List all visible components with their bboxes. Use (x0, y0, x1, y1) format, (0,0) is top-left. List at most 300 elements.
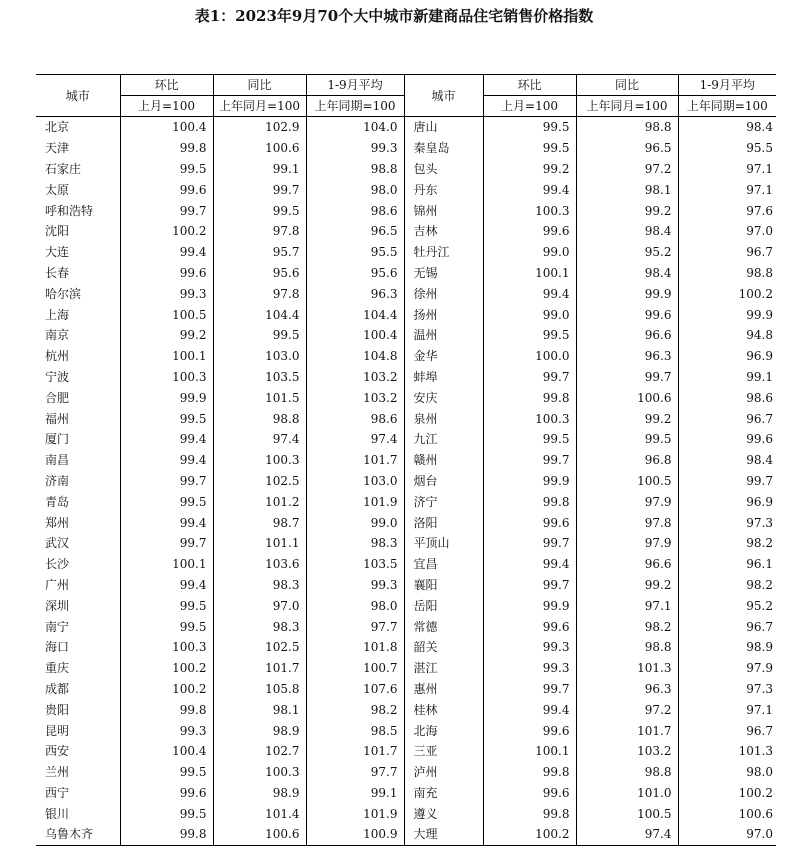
left-mom-cell: 100.2 (120, 221, 213, 242)
right-mom-cell: 99.8 (483, 491, 576, 512)
left-city-cell: 深圳 (36, 595, 120, 616)
left-avg-cell: 98.0 (306, 179, 404, 200)
left-avg-cell: 95.5 (306, 242, 404, 263)
left-city-cell: 青岛 (36, 491, 120, 512)
left-mom-cell: 100.3 (120, 367, 213, 388)
left-yoy-cell: 98.9 (213, 783, 306, 804)
table-row (36, 429, 776, 450)
right-yoy-cell: 97.9 (576, 533, 678, 554)
left-mom-cell: 99.4 (120, 512, 213, 533)
right-yoy-cell: 96.6 (576, 325, 678, 346)
right-city-cell: 岳阳 (404, 595, 483, 616)
left-mom-cell: 100.4 (120, 117, 213, 138)
right-avg-cell: 98.4 (746, 120, 773, 135)
right-mom-cell: 99.4 (483, 283, 576, 304)
left-city-cell: 海口 (36, 637, 120, 658)
left-avg-cell: 107.6 (306, 679, 404, 700)
left-city-cell: 哈尔滨 (36, 283, 120, 304)
right-mom-cell: 99.6 (483, 512, 576, 533)
left-avg-cell: 97.7 (306, 762, 404, 783)
left-yoy-cell: 103.0 (213, 346, 306, 367)
left-city-cell: 成都 (36, 679, 120, 700)
left-city-cell: 福州 (36, 408, 120, 429)
left-yoy-cell: 100.3 (213, 762, 306, 783)
table-row (36, 138, 776, 159)
right-yoy-cell: 98.8 (576, 637, 678, 658)
left-city-cell: 杭州 (36, 346, 120, 367)
right-city-cell: 徐州 (404, 283, 483, 304)
table-row (36, 263, 776, 284)
left-avg-cell: 100.9 (306, 824, 404, 845)
left-avg-cell: 95.6 (306, 263, 404, 284)
avg-header-left: 1-9月平均 (306, 75, 404, 96)
right-yoy-cell: 98.4 (576, 221, 678, 242)
right-mom-cell: 99.5 (483, 138, 576, 159)
left-mom-cell: 100.5 (120, 304, 213, 325)
right-yoy-cell: 97.1 (576, 595, 678, 616)
right-city-cell: 宜昌 (404, 554, 483, 575)
right-city-cell: 唐山 (404, 117, 483, 138)
right-yoy-cell: 99.2 (576, 200, 678, 221)
right-yoy-cell: 99.9 (576, 283, 678, 304)
right-avg-cell: 96.7 (746, 619, 773, 634)
left-mom-cell: 99.9 (120, 387, 213, 408)
right-city-cell: 吉林 (404, 221, 483, 242)
right-mom-cell: 99.6 (483, 616, 576, 637)
right-mom-cell: 100.1 (483, 263, 576, 284)
table-row (36, 471, 776, 492)
mom-header-left: 环比 (120, 75, 213, 96)
right-yoy-cell: 97.2 (576, 699, 678, 720)
left-city-cell: 乌鲁木齐 (36, 824, 120, 845)
table-row (36, 283, 776, 304)
right-city-cell: 襄阳 (404, 575, 483, 596)
left-avg-cell: 104.4 (306, 304, 404, 325)
right-city-cell: 温州 (404, 325, 483, 346)
table-row (36, 179, 776, 200)
right-avg-cell: 95.2 (746, 598, 773, 613)
avg-base-right: 上年同期=100 (678, 96, 776, 117)
right-mom-cell: 99.7 (483, 367, 576, 388)
right-avg-cell: 98.2 (746, 577, 773, 592)
right-city-cell: 九江 (404, 429, 483, 450)
left-city-cell: 南京 (36, 325, 120, 346)
right-city-cell: 桂林 (404, 699, 483, 720)
right-yoy-cell: 96.5 (576, 138, 678, 159)
right-avg-cell: 99.7 (746, 473, 773, 488)
left-mom-cell: 99.5 (120, 159, 213, 180)
left-yoy-cell: 98.8 (213, 408, 306, 429)
right-avg-cell: 101.3 (738, 744, 773, 759)
right-city-cell: 南充 (404, 783, 483, 804)
left-avg-cell: 97.4 (306, 429, 404, 450)
left-mom-cell: 99.4 (120, 242, 213, 263)
right-mom-cell: 99.0 (483, 304, 576, 325)
right-yoy-cell: 103.2 (576, 741, 678, 762)
table-row (36, 741, 776, 762)
right-city-cell: 泸州 (404, 762, 483, 783)
left-mom-cell: 99.6 (120, 783, 213, 804)
right-mom-cell: 99.7 (483, 575, 576, 596)
right-avg-cell: 97.3 (746, 681, 773, 696)
left-mom-cell: 99.7 (120, 200, 213, 221)
yoy-base-right: 上年同月=100 (576, 96, 678, 117)
right-avg-cell: 96.7 (746, 245, 773, 260)
left-yoy-cell: 97.4 (213, 429, 306, 450)
left-avg-cell: 100.7 (306, 658, 404, 679)
right-mom-cell: 99.9 (483, 595, 576, 616)
left-mom-cell: 99.3 (120, 283, 213, 304)
left-mom-cell: 100.4 (120, 741, 213, 762)
right-avg-cell: 96.7 (746, 723, 773, 738)
left-mom-cell: 99.8 (120, 824, 213, 845)
right-mom-cell: 99.6 (483, 221, 576, 242)
left-city-cell: 天津 (36, 138, 120, 159)
right-yoy-cell: 95.2 (576, 242, 678, 263)
left-mom-cell: 99.5 (120, 595, 213, 616)
left-avg-cell: 97.7 (306, 616, 404, 637)
right-city-cell: 惠州 (404, 679, 483, 700)
left-mom-cell: 100.3 (120, 637, 213, 658)
left-yoy-cell: 100.3 (213, 450, 306, 471)
left-yoy-cell: 95.6 (213, 263, 306, 284)
table-row (36, 117, 776, 138)
left-yoy-cell: 105.8 (213, 679, 306, 700)
right-mom-cell: 99.6 (483, 720, 576, 741)
left-city-cell: 重庆 (36, 658, 120, 679)
right-city-cell: 扬州 (404, 304, 483, 325)
table-row (36, 512, 776, 533)
right-avg-cell: 97.1 (746, 161, 773, 176)
right-avg-cell: 99.1 (746, 369, 773, 384)
right-yoy-cell: 99.5 (576, 429, 678, 450)
table-row (36, 200, 776, 221)
table-row (36, 554, 776, 575)
left-mom-cell: 99.6 (120, 179, 213, 200)
right-yoy-cell: 101.0 (576, 783, 678, 804)
left-avg-cell: 101.9 (306, 803, 404, 824)
right-avg-cell: 97.9 (746, 661, 773, 676)
right-mom-cell: 99.0 (483, 242, 576, 263)
right-city-cell: 蚌埠 (404, 367, 483, 388)
table-row (36, 408, 776, 429)
right-yoy-cell: 99.6 (576, 304, 678, 325)
left-yoy-cell: 97.0 (213, 595, 306, 616)
right-mom-cell: 99.3 (483, 637, 576, 658)
left-mom-cell: 99.8 (120, 138, 213, 159)
right-yoy-cell: 96.3 (576, 679, 678, 700)
right-mom-cell: 99.8 (483, 762, 576, 783)
right-yoy-cell: 101.3 (576, 658, 678, 679)
right-yoy-cell: 99.7 (576, 367, 678, 388)
right-avg-cell: 96.7 (746, 411, 773, 426)
right-mom-cell: 99.5 (483, 325, 576, 346)
right-city-cell: 无锡 (404, 263, 483, 284)
left-yoy-cell: 98.9 (213, 720, 306, 741)
table-row (36, 595, 776, 616)
right-mom-cell: 99.6 (483, 783, 576, 804)
right-yoy-cell: 97.4 (576, 824, 678, 845)
right-yoy-cell: 96.8 (576, 450, 678, 471)
left-yoy-cell: 101.1 (213, 533, 306, 554)
left-city-cell: 厦门 (36, 429, 120, 450)
right-mom-cell: 99.4 (483, 699, 576, 720)
right-yoy-cell: 98.8 (576, 762, 678, 783)
right-mom-cell: 99.5 (483, 117, 576, 138)
right-yoy-cell: 96.6 (576, 554, 678, 575)
right-mom-cell: 99.5 (483, 429, 576, 450)
left-city-cell: 南昌 (36, 450, 120, 471)
left-yoy-cell: 99.7 (213, 179, 306, 200)
left-yoy-cell: 100.6 (213, 138, 306, 159)
right-mom-cell: 99.7 (483, 679, 576, 700)
right-city-cell: 包头 (404, 159, 483, 180)
left-city-cell: 石家庄 (36, 159, 120, 180)
left-yoy-cell: 97.8 (213, 283, 306, 304)
right-avg-cell: 96.9 (746, 349, 773, 364)
table-row (36, 699, 776, 720)
left-avg-cell: 99.3 (306, 575, 404, 596)
avg-base-left: 上年同期=100 (306, 96, 404, 117)
left-avg-cell: 99.3 (306, 138, 404, 159)
right-mom-cell: 99.3 (483, 658, 576, 679)
left-mom-cell: 99.7 (120, 533, 213, 554)
left-avg-cell: 103.5 (306, 554, 404, 575)
right-city-cell: 三亚 (404, 741, 483, 762)
right-city-cell: 遵义 (404, 803, 483, 824)
right-city-cell: 泉州 (404, 408, 483, 429)
right-city-cell: 大理 (404, 824, 483, 845)
right-yoy-cell: 101.7 (576, 720, 678, 741)
right-avg-cell: 99.9 (746, 307, 773, 322)
table-row (36, 367, 776, 388)
left-avg-cell: 101.9 (306, 491, 404, 512)
left-city-cell: 大连 (36, 242, 120, 263)
left-yoy-cell: 102.7 (213, 741, 306, 762)
left-city-cell: 沈阳 (36, 221, 120, 242)
right-yoy-cell: 97.9 (576, 491, 678, 512)
left-city-cell: 兰州 (36, 762, 120, 783)
table-row (36, 159, 776, 180)
left-city-cell: 宁波 (36, 367, 120, 388)
right-avg-cell: 100.2 (738, 785, 773, 800)
right-mom-cell: 99.9 (483, 471, 576, 492)
table-row (36, 824, 776, 845)
right-avg-cell: 97.1 (746, 182, 773, 197)
left-mom-cell: 100.1 (120, 346, 213, 367)
right-avg-cell: 98.6 (746, 390, 773, 405)
right-yoy-cell: 100.5 (576, 803, 678, 824)
table-row (36, 720, 776, 741)
left-city-cell: 西安 (36, 741, 120, 762)
right-avg-cell: 98.0 (746, 765, 773, 780)
left-avg-cell: 104.8 (306, 346, 404, 367)
left-yoy-cell: 102.5 (213, 471, 306, 492)
table-row (36, 803, 776, 824)
left-mom-cell: 99.4 (120, 575, 213, 596)
left-yoy-cell: 101.7 (213, 658, 306, 679)
right-yoy-cell: 100.6 (576, 387, 678, 408)
left-yoy-cell: 101.2 (213, 491, 306, 512)
left-avg-cell: 99.0 (306, 512, 404, 533)
left-avg-cell: 100.4 (306, 325, 404, 346)
left-yoy-cell: 98.3 (213, 616, 306, 637)
city-header-right: 城市 (404, 75, 483, 117)
left-city-cell: 上海 (36, 304, 120, 325)
left-mom-cell: 100.1 (120, 554, 213, 575)
left-avg-cell: 98.0 (306, 595, 404, 616)
table-row (36, 616, 776, 637)
right-yoy-cell: 99.2 (576, 575, 678, 596)
left-avg-cell: 96.5 (306, 221, 404, 242)
left-avg-cell: 98.2 (306, 699, 404, 720)
right-city-cell: 秦皇岛 (404, 138, 483, 159)
left-city-cell: 南宁 (36, 616, 120, 637)
right-yoy-cell: 98.1 (576, 179, 678, 200)
table-row (36, 658, 776, 679)
left-yoy-cell: 95.7 (213, 242, 306, 263)
yoy-base-left: 上年同月=100 (213, 96, 306, 117)
right-avg-cell: 98.9 (746, 640, 773, 655)
left-city-cell: 郑州 (36, 512, 120, 533)
left-yoy-cell: 99.5 (213, 200, 306, 221)
left-mom-cell: 99.2 (120, 325, 213, 346)
table-row (36, 762, 776, 783)
left-avg-cell: 99.1 (306, 783, 404, 804)
right-mom-cell: 100.2 (483, 824, 576, 845)
left-yoy-cell: 102.5 (213, 637, 306, 658)
left-yoy-cell: 102.9 (213, 117, 306, 138)
yoy-header-right: 同比 (576, 75, 678, 96)
left-mom-cell: 99.5 (120, 408, 213, 429)
table-row (36, 387, 776, 408)
left-yoy-cell: 99.1 (213, 159, 306, 180)
right-city-cell: 烟台 (404, 471, 483, 492)
table-row (36, 242, 776, 263)
right-city-cell: 金华 (404, 346, 483, 367)
right-yoy-cell: 97.8 (576, 512, 678, 533)
right-avg-cell: 97.0 (678, 824, 776, 845)
right-mom-cell: 100.3 (483, 200, 576, 221)
left-mom-cell: 99.7 (120, 471, 213, 492)
right-city-cell: 赣州 (404, 450, 483, 471)
left-avg-cell: 104.0 (306, 117, 404, 138)
left-city-cell: 贵阳 (36, 699, 120, 720)
left-city-cell: 太原 (36, 179, 120, 200)
right-yoy-cell: 98.4 (576, 263, 678, 284)
left-avg-cell: 98.3 (306, 533, 404, 554)
right-city-cell: 韶关 (404, 637, 483, 658)
right-yoy-cell: 97.2 (576, 159, 678, 180)
left-yoy-cell: 103.5 (213, 367, 306, 388)
right-avg-cell: 98.2 (746, 536, 773, 551)
right-avg-cell: 95.5 (746, 141, 773, 156)
price-index-table (36, 74, 776, 846)
left-yoy-cell: 98.1 (213, 699, 306, 720)
right-mom-cell: 100.3 (483, 408, 576, 429)
left-city-cell: 合肥 (36, 387, 120, 408)
right-mom-cell: 99.7 (483, 450, 576, 471)
right-avg-cell: 100.6 (738, 806, 773, 821)
right-city-cell: 锦州 (404, 200, 483, 221)
left-mom-cell: 99.4 (120, 450, 213, 471)
right-avg-cell: 97.1 (746, 702, 773, 717)
right-city-cell: 安庆 (404, 387, 483, 408)
table-row (36, 575, 776, 596)
right-city-cell: 常德 (404, 616, 483, 637)
left-yoy-cell: 103.6 (213, 554, 306, 575)
right-yoy-cell: 99.2 (576, 408, 678, 429)
left-avg-cell: 101.8 (306, 637, 404, 658)
left-mom-cell: 99.4 (120, 429, 213, 450)
right-avg-cell: 96.1 (746, 557, 773, 572)
left-yoy-cell: 104.4 (213, 304, 306, 325)
right-mom-cell: 99.7 (483, 533, 576, 554)
right-yoy-cell: 98.2 (576, 616, 678, 637)
left-mom-cell: 99.5 (120, 803, 213, 824)
right-avg-cell: 98.4 (746, 453, 773, 468)
left-avg-cell: 101.7 (306, 450, 404, 471)
table-row (36, 679, 776, 700)
left-avg-cell: 98.8 (306, 159, 404, 180)
right-avg-cell: 99.6 (746, 432, 773, 447)
left-avg-cell: 98.5 (306, 720, 404, 741)
left-mom-cell: 99.5 (120, 491, 213, 512)
right-mom-cell: 100.0 (483, 346, 576, 367)
table-body (36, 117, 776, 846)
left-avg-cell: 96.3 (306, 283, 404, 304)
mom-header-right: 环比 (483, 75, 576, 96)
left-city-cell: 济南 (36, 471, 120, 492)
right-yoy-cell: 98.8 (576, 117, 678, 138)
right-city-cell: 湛江 (404, 658, 483, 679)
left-mom-cell: 99.5 (120, 762, 213, 783)
left-city-cell: 广州 (36, 575, 120, 596)
mom-base-right: 上月=100 (483, 96, 576, 117)
left-mom-cell: 99.6 (120, 263, 213, 284)
right-mom-cell: 99.4 (483, 179, 576, 200)
left-yoy-cell: 98.7 (213, 512, 306, 533)
right-yoy-cell: 100.5 (576, 471, 678, 492)
left-city-cell: 西宁 (36, 783, 120, 804)
table-row (36, 304, 776, 325)
left-avg-cell: 98.6 (306, 408, 404, 429)
table-title: 表1：2023年9月70个大中城市新建商品住宅销售价格指数 (194, 7, 594, 25)
left-yoy-cell: 100.6 (213, 824, 306, 845)
left-city-cell: 长沙 (36, 554, 120, 575)
right-avg-cell: 97.3 (746, 515, 773, 530)
right-avg-cell: 100.2 (738, 286, 773, 301)
right-avg-cell: 97.0 (746, 224, 773, 239)
right-avg-cell: 96.9 (746, 494, 773, 509)
left-yoy-cell: 99.5 (213, 325, 306, 346)
right-avg-cell: 94.8 (746, 328, 773, 343)
left-avg-cell: 103.2 (306, 387, 404, 408)
right-avg-cell: 98.8 (746, 265, 773, 280)
yoy-header-left: 同比 (213, 75, 306, 96)
mom-base-left: 上月=100 (120, 96, 213, 117)
left-city-cell: 呼和浩特 (36, 200, 120, 221)
left-avg-cell: 98.6 (306, 200, 404, 221)
left-yoy-cell: 101.5 (213, 387, 306, 408)
table-row (36, 533, 776, 554)
right-city-cell: 平顶山 (404, 533, 483, 554)
table-row (36, 491, 776, 512)
left-avg-cell: 103.2 (306, 367, 404, 388)
right-city-cell: 洛阳 (404, 512, 483, 533)
right-mom-cell: 99.4 (483, 554, 576, 575)
table-row (36, 325, 776, 346)
